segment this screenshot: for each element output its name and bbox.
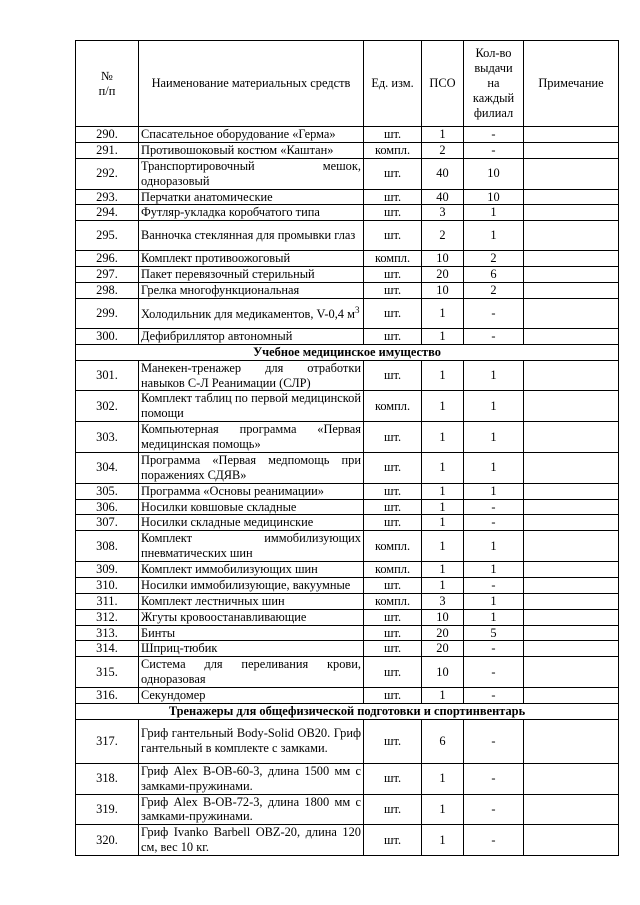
header-row <box>76 41 619 127</box>
table-row <box>76 189 619 205</box>
item-name: Спасательное оборудование «Герма» <box>139 127 364 143</box>
row-number: 298. <box>76 283 139 299</box>
note-cell <box>524 127 619 143</box>
qty-per-branch-cell: 1 <box>464 360 524 391</box>
table-row <box>76 283 619 299</box>
qty-per-branch-cell: - <box>464 577 524 593</box>
note-cell <box>524 763 619 794</box>
item-name: Гриф гантельный Body-Solid OB20. Гриф гантельный в комплекте с замками. <box>139 719 364 763</box>
unit-cell: шт. <box>364 298 422 328</box>
qty-per-branch-cell: 1 <box>464 531 524 562</box>
note-cell <box>524 205 619 221</box>
qty-per-branch-cell: - <box>464 298 524 328</box>
pso-cell: 1 <box>422 825 464 856</box>
row-number: 296. <box>76 251 139 267</box>
item-name: Гриф Alex B-OB-72-3, длина 1800 мм с замками-пружинами. <box>139 794 364 825</box>
table-row <box>76 763 619 794</box>
table-row <box>76 641 619 657</box>
pso-cell: 1 <box>422 298 464 328</box>
qty-per-branch-cell: 6 <box>464 267 524 283</box>
table-row <box>76 515 619 531</box>
table-row <box>76 531 619 562</box>
item-name: Носилки ковшовые складные <box>139 499 364 515</box>
note-cell <box>524 609 619 625</box>
item-name: Гриф Alex B-OB-60-3, длина 1500 мм с замками-пружинами. <box>139 763 364 794</box>
header-num <box>76 41 139 127</box>
unit-cell: шт. <box>364 221 422 251</box>
item-name: Шприц-тюбик <box>139 641 364 657</box>
note-cell <box>524 483 619 499</box>
note-cell <box>524 688 619 704</box>
pso-cell: 1 <box>422 391 464 422</box>
qty-per-branch-cell: 1 <box>464 483 524 499</box>
item-name: Комплект противоожоговый <box>139 251 364 267</box>
item-name: Манекен-тренажер для отработки навыков С-Л Реанимации (СЛР) <box>139 360 364 391</box>
table-row <box>76 825 619 856</box>
row-number: 316. <box>76 688 139 704</box>
item-name: Комплект иммобилизующих шин <box>139 562 364 578</box>
pso-cell: 2 <box>422 221 464 251</box>
unit-cell: шт. <box>364 794 422 825</box>
header-qty-label: Кол-во выдачи на каждый филиал <box>472 46 515 120</box>
note-cell <box>524 452 619 483</box>
note-cell <box>524 657 619 688</box>
note-cell <box>524 158 619 189</box>
header-unit: Ед. изм. <box>364 41 422 127</box>
row-number: 318. <box>76 763 139 794</box>
note-cell <box>524 189 619 205</box>
item-name: Дефибриллятор автономный <box>139 328 364 344</box>
table-row <box>76 360 619 391</box>
item-name <box>139 298 364 328</box>
section-title: Учебное медицинское имущество <box>76 344 619 360</box>
row-number: 300. <box>76 328 139 344</box>
unit-cell: компл. <box>364 251 422 267</box>
table-row <box>76 391 619 422</box>
table-header <box>76 41 619 127</box>
pso-cell: 40 <box>422 158 464 189</box>
table-row <box>76 625 619 641</box>
table-row <box>76 657 619 688</box>
unit-cell: шт. <box>364 158 422 189</box>
unit-cell: компл. <box>364 142 422 158</box>
pso-cell: 20 <box>422 625 464 641</box>
unit-cell: шт. <box>364 267 422 283</box>
qty-per-branch-cell: - <box>464 127 524 143</box>
table-row <box>76 794 619 825</box>
qty-per-branch-cell: - <box>464 641 524 657</box>
item-name: Жгуты кровоостанавливающие <box>139 609 364 625</box>
item-name-text: Холодильник для медикаментов, V-0,4 м <box>141 307 355 321</box>
table-row <box>76 719 619 763</box>
table-body <box>76 127 619 856</box>
header-num-label: № п/п <box>98 68 116 98</box>
table-row <box>76 267 619 283</box>
unit-cell: шт. <box>364 515 422 531</box>
pso-cell: 1 <box>422 360 464 391</box>
unit-cell: шт. <box>364 609 422 625</box>
row-number: 290. <box>76 127 139 143</box>
unit-cell: шт. <box>364 577 422 593</box>
row-number: 291. <box>76 142 139 158</box>
pso-cell: 10 <box>422 251 464 267</box>
item-name: Пакет перевязочный стерильный <box>139 267 364 283</box>
qty-per-branch-cell: 5 <box>464 625 524 641</box>
pso-cell: 1 <box>422 483 464 499</box>
pso-cell: 1 <box>422 562 464 578</box>
pso-cell: 20 <box>422 641 464 657</box>
row-number: 315. <box>76 657 139 688</box>
item-name: Носилки иммобилизующие, вакуумные <box>139 577 364 593</box>
table-row <box>76 422 619 453</box>
unit-cell: шт. <box>364 328 422 344</box>
note-cell <box>524 625 619 641</box>
unit-cell: шт. <box>364 688 422 704</box>
table-row <box>76 158 619 189</box>
note-cell <box>524 499 619 515</box>
table-row <box>76 688 619 704</box>
qty-per-branch-cell: 1 <box>464 593 524 609</box>
row-number: 295. <box>76 221 139 251</box>
unit-cell: шт. <box>364 625 422 641</box>
table-row <box>76 593 619 609</box>
qty-per-branch-cell: 1 <box>464 562 524 578</box>
unit-cell: шт. <box>364 189 422 205</box>
row-number: 299. <box>76 298 139 328</box>
pso-cell: 1 <box>422 577 464 593</box>
table-row <box>76 499 619 515</box>
table-row <box>76 221 619 251</box>
qty-per-branch-cell: 1 <box>464 391 524 422</box>
qty-per-branch-cell: - <box>464 763 524 794</box>
row-number: 294. <box>76 205 139 221</box>
table-row <box>76 142 619 158</box>
note-cell <box>524 328 619 344</box>
unit-cell: шт. <box>364 422 422 453</box>
item-name: Система для переливания крови, одноразовая <box>139 657 364 688</box>
pso-cell: 1 <box>422 515 464 531</box>
item-name: Ванночка стеклянная для промывки глаз <box>139 221 364 251</box>
note-cell <box>524 360 619 391</box>
item-name: Перчатки анатомические <box>139 189 364 205</box>
row-number: 308. <box>76 531 139 562</box>
pso-cell: 6 <box>422 719 464 763</box>
row-number: 312. <box>76 609 139 625</box>
note-cell <box>524 391 619 422</box>
header-qty <box>464 41 524 127</box>
pso-cell: 1 <box>422 499 464 515</box>
row-number: 301. <box>76 360 139 391</box>
row-number: 302. <box>76 391 139 422</box>
note-cell <box>524 515 619 531</box>
pso-cell: 1 <box>422 531 464 562</box>
unit-cell: шт. <box>364 763 422 794</box>
table-row <box>76 609 619 625</box>
row-number: 310. <box>76 577 139 593</box>
item-name: Противошоковый костюм «Каштан» <box>139 142 364 158</box>
table-row <box>76 452 619 483</box>
qty-per-branch-cell: - <box>464 142 524 158</box>
table-row <box>76 328 619 344</box>
unit-cell: шт. <box>364 283 422 299</box>
item-name: Носилки складные медицинские <box>139 515 364 531</box>
item-name: Транспортировочный мешок, одноразовый <box>139 158 364 189</box>
item-name: Комплект лестничных шин <box>139 593 364 609</box>
item-name: Компьютерная программа «Первая медицинская помощь» <box>139 422 364 453</box>
table-row <box>76 205 619 221</box>
row-number: 313. <box>76 625 139 641</box>
qty-per-branch-cell: 1 <box>464 452 524 483</box>
unit-cell: компл. <box>364 531 422 562</box>
unit-cell: компл. <box>364 593 422 609</box>
qty-per-branch-cell: 1 <box>464 422 524 453</box>
pso-cell: 1 <box>422 328 464 344</box>
note-cell <box>524 641 619 657</box>
row-number: 293. <box>76 189 139 205</box>
pso-cell: 1 <box>422 452 464 483</box>
item-name: Комплект иммобилизующих пневматических шин <box>139 531 364 562</box>
unit-cell: компл. <box>364 391 422 422</box>
pso-cell: 3 <box>422 205 464 221</box>
unit-cell: шт. <box>364 360 422 391</box>
unit-cell: шт. <box>364 452 422 483</box>
pso-cell: 10 <box>422 609 464 625</box>
pso-cell: 2 <box>422 142 464 158</box>
qty-per-branch-cell: 2 <box>464 251 524 267</box>
table-row <box>76 127 619 143</box>
pso-cell: 1 <box>422 763 464 794</box>
unit-cell: шт. <box>364 499 422 515</box>
table-row <box>76 251 619 267</box>
item-name: Секундомер <box>139 688 364 704</box>
unit-cell: компл. <box>364 562 422 578</box>
unit-cell: шт. <box>364 657 422 688</box>
qty-per-branch-cell: - <box>464 515 524 531</box>
note-cell <box>524 422 619 453</box>
qty-per-branch-cell: 1 <box>464 609 524 625</box>
row-number: 314. <box>76 641 139 657</box>
pso-cell: 1 <box>422 422 464 453</box>
note-cell <box>524 593 619 609</box>
item-name: Гриф Ivanko Barbell OBZ-20, длина 120 см, вес 10 кг. <box>139 825 364 856</box>
qty-per-branch-cell: 1 <box>464 205 524 221</box>
table-row <box>76 483 619 499</box>
pso-cell: 20 <box>422 267 464 283</box>
pso-cell: 10 <box>422 283 464 299</box>
row-number: 307. <box>76 515 139 531</box>
section-row <box>76 344 619 360</box>
item-name: Комплект таблиц по первой медицинской помощи <box>139 391 364 422</box>
row-number: 303. <box>76 422 139 453</box>
note-cell <box>524 531 619 562</box>
row-number: 292. <box>76 158 139 189</box>
row-number: 317. <box>76 719 139 763</box>
item-name: Программа «Первая медпомощь при поражениях СДЯВ» <box>139 452 364 483</box>
item-name: Бинты <box>139 625 364 641</box>
row-number: 304. <box>76 452 139 483</box>
row-number: 320. <box>76 825 139 856</box>
qty-per-branch-cell: - <box>464 328 524 344</box>
pso-cell: 1 <box>422 794 464 825</box>
note-cell <box>524 283 619 299</box>
row-number: 305. <box>76 483 139 499</box>
item-name: Футляр-укладка коробчатого типа <box>139 205 364 221</box>
unit-cell: шт. <box>364 641 422 657</box>
section-title: Тренажеры для общефизической подготовки и спортинвентарь <box>76 703 619 719</box>
row-number: 306. <box>76 499 139 515</box>
qty-per-branch-cell: 1 <box>464 221 524 251</box>
qty-per-branch-cell: - <box>464 825 524 856</box>
row-number: 311. <box>76 593 139 609</box>
unit-superscript: 3 <box>354 304 360 315</box>
table-row <box>76 577 619 593</box>
note-cell <box>524 142 619 158</box>
pso-cell: 1 <box>422 688 464 704</box>
note-cell <box>524 267 619 283</box>
note-cell <box>524 221 619 251</box>
row-number: 309. <box>76 562 139 578</box>
row-number: 297. <box>76 267 139 283</box>
header-pso: ПСО <box>422 41 464 127</box>
qty-per-branch-cell: 2 <box>464 283 524 299</box>
table-row <box>76 562 619 578</box>
pso-cell: 40 <box>422 189 464 205</box>
note-cell <box>524 719 619 763</box>
row-number: 319. <box>76 794 139 825</box>
header-note: Примечание <box>524 41 619 127</box>
item-name: Грелка многофункциональная <box>139 283 364 299</box>
section-row <box>76 703 619 719</box>
qty-per-branch-cell: 10 <box>464 189 524 205</box>
note-cell <box>524 794 619 825</box>
item-name: Программа «Основы реанимации» <box>139 483 364 499</box>
pso-cell: 10 <box>422 657 464 688</box>
note-cell <box>524 577 619 593</box>
qty-per-branch-cell: 10 <box>464 158 524 189</box>
note-cell <box>524 825 619 856</box>
pso-cell: 1 <box>422 127 464 143</box>
table-row <box>76 298 619 328</box>
unit-cell: шт. <box>364 127 422 143</box>
qty-per-branch-cell: - <box>464 657 524 688</box>
pso-cell: 3 <box>422 593 464 609</box>
unit-cell: шт. <box>364 483 422 499</box>
qty-per-branch-cell: - <box>464 794 524 825</box>
unit-cell: шт. <box>364 719 422 763</box>
unit-cell: шт. <box>364 205 422 221</box>
note-cell <box>524 298 619 328</box>
qty-per-branch-cell: - <box>464 688 524 704</box>
qty-per-branch-cell: - <box>464 719 524 763</box>
unit-cell: шт. <box>364 825 422 856</box>
note-cell <box>524 562 619 578</box>
qty-per-branch-cell: - <box>464 499 524 515</box>
header-name: Наименование материальных средств <box>139 41 364 127</box>
note-cell <box>524 251 619 267</box>
materials-table <box>75 40 619 856</box>
